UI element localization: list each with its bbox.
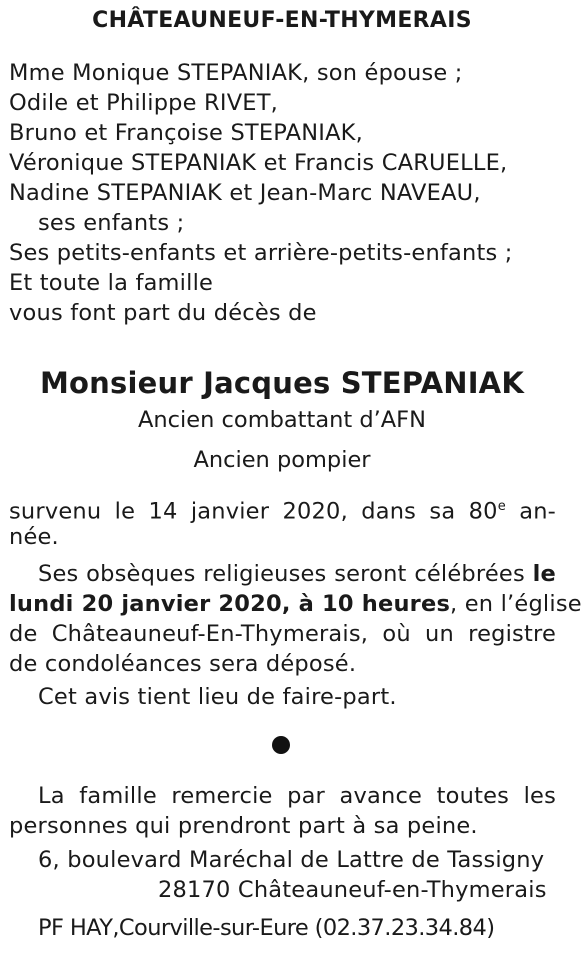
family-line-child-2: Bruno et Françoise STEPANIAK, — [9, 120, 363, 146]
deceased-title-veteran: Ancien combattant d’AFN — [138, 407, 426, 433]
family-line-child-4: Nadine STEPANIAK et Jean-Marc NAVEAU, — [9, 180, 481, 206]
death-date-text: survenu le 14 janvier 2020, dans sa 80 — [9, 498, 498, 525]
separator-bullet — [272, 736, 290, 754]
body-line-6: de condoléances sera déposé. — [9, 651, 357, 677]
body-line-2: née. — [9, 524, 59, 550]
funeral-place-intro: , en l’église — [450, 591, 582, 617]
family-line-children-label: ses enfants ; — [38, 210, 185, 236]
funeral-intro: Ses obsèques religieuses seront célébrées — [38, 561, 533, 587]
family-line-announcement: vous font part du décès de — [9, 300, 317, 326]
body-line-3 — [38, 559, 556, 589]
family-line-spouse: Mme Monique STEPANIAK, son épouse ; — [9, 60, 463, 86]
body-line-7: Cet avis tient lieu de faire-part. — [38, 684, 397, 710]
family-line-grandchildren: Ses petits-enfants et arrière-petits-enfants ; — [9, 240, 513, 266]
ordinal-suffix: e — [497, 499, 506, 514]
thanks-line-2: personnes qui prendront part à sa peine. — [9, 813, 478, 839]
body-line-5: de Châteauneuf-En-Thymerais, où un registre — [9, 621, 556, 647]
address-city: 28170 Châteauneuf-en-Thymerais — [158, 877, 547, 903]
deceased-title-firefighter: Ancien pompier — [193, 447, 371, 473]
funeral-date-start: le — [532, 561, 556, 587]
family-line-family: Et toute la famille — [9, 270, 214, 296]
town-header: CHÂTEAUNEUF-EN-THYMERAIS — [92, 8, 472, 33]
funeral-home: PF HAY,Courville-sur-Eure (02.37.23.34.84) — [38, 915, 495, 941]
funeral-date: lundi 20 janvier 2020, à 10 heures — [9, 591, 451, 617]
body-line-4 — [9, 589, 582, 619]
address-street: 6, boulevard Maréchal de Lattre de Tassigny — [38, 847, 545, 873]
family-line-child-3: Véronique STEPANIAK et Francis CARUELLE, — [9, 150, 508, 176]
thanks-line-1: La famille remercie par avance toutes les — [38, 783, 556, 809]
body-line-1 — [9, 492, 556, 527]
hyphen-continuation: an- — [505, 498, 556, 525]
deceased-name: Monsieur Jacques STEPANIAK — [39, 366, 524, 400]
family-line-child-1: Odile et Philippe RIVET, — [9, 90, 279, 116]
